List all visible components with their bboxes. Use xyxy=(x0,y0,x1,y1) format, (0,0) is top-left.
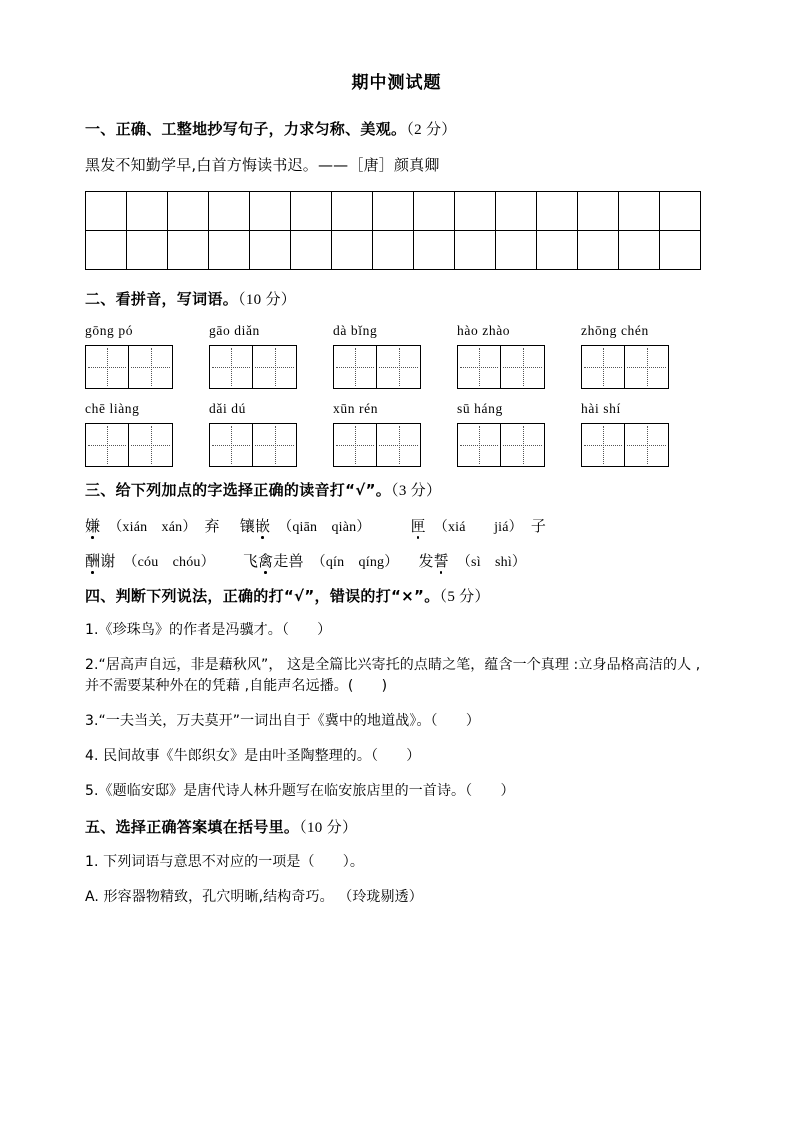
pronunciation-options[interactable]: （qiān qiàn） xyxy=(278,519,371,535)
section-two-heading xyxy=(85,288,707,312)
tianzige-cell[interactable] xyxy=(501,345,545,389)
copy-grid-cell[interactable] xyxy=(250,230,291,269)
copy-grid-cell[interactable] xyxy=(455,191,496,230)
pinyin-label: gāo diǎn xyxy=(209,323,260,338)
pinyin-row-1-inner xyxy=(85,323,707,389)
truefalse-statement[interactable]: 3.“一夫当关，万夫莫开”一词出自于《冀中的地道战》。（ ） xyxy=(85,713,480,729)
section-five xyxy=(85,816,707,908)
pinyin-label: dǎi dú xyxy=(209,401,246,416)
copy-grid-cell[interactable] xyxy=(209,191,250,230)
pinyin-word-group xyxy=(457,323,581,389)
copy-grid-row xyxy=(86,230,701,269)
pronunciation-options[interactable]: （qín qíng） xyxy=(311,554,399,570)
tianzige-cell[interactable] xyxy=(253,345,297,389)
truefalse-statement[interactable]: 4. 民间故事《牛郎织女》是由叶圣陶整理的。（ ） xyxy=(85,748,421,764)
tianzige-cell[interactable] xyxy=(457,423,501,467)
tianzige[interactable] xyxy=(457,423,547,467)
tianzige-cell[interactable] xyxy=(333,345,377,389)
section-one xyxy=(85,118,707,270)
copy-grid-cell[interactable] xyxy=(209,230,250,269)
choice-word-pre: 发 xyxy=(418,551,434,570)
pinyin-word-group xyxy=(85,323,209,389)
section-four-heading xyxy=(85,585,707,609)
section-three-score: （3 分） xyxy=(391,483,442,499)
section-four-score: （5 分） xyxy=(439,588,490,605)
tianzige-cell[interactable] xyxy=(85,345,129,389)
copy-grid-cell[interactable] xyxy=(291,230,332,269)
section-three-heading-text: 三、给下列加点的字选择正确的读音打“√”。 xyxy=(85,481,392,499)
dotted-character: 酬 xyxy=(85,551,101,570)
pronunciation-options[interactable]: （xiá jiá） xyxy=(433,519,523,535)
section-three xyxy=(85,479,707,571)
tianzige-cell[interactable] xyxy=(457,345,501,389)
tianzige-cell[interactable] xyxy=(581,423,625,467)
pinyin-word-group xyxy=(85,401,209,467)
tianzige-cell[interactable] xyxy=(129,423,173,467)
copy-grid-cell[interactable] xyxy=(496,230,537,269)
pronunciation-choice-line-1 xyxy=(85,515,707,536)
pinyin-label: hài shí xyxy=(581,401,621,416)
pinyin-word-group xyxy=(581,323,705,389)
choice-word-post: 谢 xyxy=(100,551,116,570)
section-four-heading-text: 四、判断下列说法，正确的打“√”，错误的打“×”。 xyxy=(85,586,440,605)
choice-word-post: 走兽 xyxy=(273,551,304,570)
section-five-score: （10 分） xyxy=(299,820,358,836)
tianzige-cell[interactable] xyxy=(209,345,253,389)
pinyin-label: hào zhào xyxy=(457,323,511,338)
section-five-heading xyxy=(85,816,707,840)
choice-word-pre: 镶 xyxy=(239,516,255,535)
copy-grid-cell[interactable] xyxy=(537,191,578,230)
pronunciation-options[interactable]: （cóu chóu） xyxy=(123,554,215,570)
pinyin-row-1 xyxy=(85,323,707,389)
exam-content xyxy=(85,118,707,922)
tianzige[interactable] xyxy=(85,423,175,467)
pinyin-label: sū háng xyxy=(457,401,503,416)
tianzige-cell[interactable] xyxy=(625,345,669,389)
tianzige-cell[interactable] xyxy=(581,345,625,389)
copy-grid-cell[interactable] xyxy=(373,191,414,230)
section-two-score: （10 分） xyxy=(238,291,297,308)
copy-grid-cell[interactable] xyxy=(619,191,660,230)
choice-word-pre: 飞 xyxy=(242,551,259,570)
section-one-quote: 黑发不知勤学早,白首方悔读书迟。——［唐］颜真卿 xyxy=(85,155,440,174)
pinyin-word-group xyxy=(457,401,581,467)
pinyin-word-group xyxy=(333,401,457,467)
copy-grid-body xyxy=(86,191,701,269)
tianzige[interactable] xyxy=(85,345,175,389)
tianzige[interactable] xyxy=(209,345,299,389)
choice-word-tail: 子 xyxy=(530,516,547,535)
choice-word-tail: 弃 xyxy=(204,516,220,535)
tianzige-cell[interactable] xyxy=(501,423,545,467)
copy-grid-cell[interactable] xyxy=(332,230,373,269)
section-three-heading xyxy=(85,479,707,503)
pinyin-label: chē liàng xyxy=(85,401,140,416)
dotted-character: 匣 xyxy=(410,516,426,535)
dotted-character: 嵌 xyxy=(254,516,271,535)
copy-grid-cell[interactable] xyxy=(291,191,332,230)
pinyin-row-2 xyxy=(85,401,707,467)
pinyin-word-group xyxy=(333,323,457,389)
pronunciation-options[interactable]: （xián xán） xyxy=(108,519,197,535)
copy-grid-cell[interactable] xyxy=(496,191,537,230)
copy-grid-cell[interactable] xyxy=(414,191,455,230)
multiple-choice-question[interactable]: 1. 下列词语与意思不对应的一项是（ ）。 xyxy=(85,853,365,870)
copy-grid-cell[interactable] xyxy=(332,191,373,230)
tianzige-cell[interactable] xyxy=(253,423,297,467)
copy-grid-cell[interactable] xyxy=(414,230,455,269)
copy-writing-grid[interactable] xyxy=(85,191,701,270)
dotted-character: 禽 xyxy=(258,551,274,570)
copy-grid-cell[interactable] xyxy=(373,230,414,269)
copy-grid-cell[interactable] xyxy=(168,191,209,230)
copy-grid-cell[interactable] xyxy=(168,230,209,269)
page-title: 期中测试题 xyxy=(351,73,442,93)
pinyin-word-group xyxy=(581,401,705,467)
copy-grid-cell[interactable] xyxy=(619,230,660,269)
tianzige-cell[interactable] xyxy=(85,423,129,467)
tianzige[interactable] xyxy=(581,345,671,389)
pronunciation-choice-line-2 xyxy=(85,550,707,571)
section-two-heading-text: 二、看拼音，写词语。 xyxy=(85,289,239,308)
pinyin-label: dà bǐng xyxy=(333,323,378,338)
section-two xyxy=(85,288,707,468)
copy-grid-cell[interactable] xyxy=(660,191,701,230)
copy-grid-cell[interactable] xyxy=(537,230,578,269)
tianzige-cell[interactable] xyxy=(625,423,669,467)
tianzige[interactable] xyxy=(581,423,671,467)
pinyin-word-group xyxy=(209,323,333,389)
copy-grid-cell[interactable] xyxy=(578,230,619,269)
tianzige-cell[interactable] xyxy=(129,345,173,389)
truefalse-statement[interactable]: 1.《珍珠鸟》的作者是冯骥才。（ ） xyxy=(85,622,332,638)
section-five-heading-text: 五、选择正确答案填在括号里。 xyxy=(85,818,300,836)
tianzige-cell[interactable] xyxy=(377,423,421,467)
pinyin-label: xūn rén xyxy=(333,401,379,416)
section-one-heading-text: 一、正确、工整地抄写句子，力求匀称、美观。 xyxy=(85,120,407,138)
dotted-character: 誓 xyxy=(433,551,449,570)
section-four xyxy=(85,585,707,803)
copy-grid-cell[interactable] xyxy=(86,230,127,269)
copy-grid-cell[interactable] xyxy=(250,191,291,230)
copy-grid-row xyxy=(86,191,701,230)
pinyin-row-2-inner xyxy=(85,401,707,467)
multiple-choice-option-a[interactable]: A. 形容器物精致，孔穴明晰,结构奇巧。 （玲珑剔透） xyxy=(85,888,423,905)
tianzige[interactable] xyxy=(333,345,423,389)
tianzige-cell[interactable] xyxy=(333,423,377,467)
dotted-character: 嫌 xyxy=(85,516,101,535)
pinyin-label: zhōng chén xyxy=(581,323,649,338)
copy-grid-cell[interactable] xyxy=(86,191,127,230)
tianzige-cell[interactable] xyxy=(377,345,421,389)
copy-grid-cell[interactable] xyxy=(455,230,496,269)
section-one-score: （2 分） xyxy=(406,122,457,138)
tianzige[interactable] xyxy=(333,423,423,467)
copy-grid-cell[interactable] xyxy=(578,191,619,230)
tianzige[interactable] xyxy=(457,345,547,389)
pinyin-word-group xyxy=(209,401,333,467)
copy-grid-cell[interactable] xyxy=(660,230,701,269)
tianzige-cell[interactable] xyxy=(209,423,253,467)
pronunciation-options[interactable]: （sì shì） xyxy=(456,554,527,570)
copy-grid-cell[interactable] xyxy=(127,191,168,230)
truefalse-statement[interactable]: 2.“居高声自远，非是藉秋风”， 这是全篇比兴寄托的点睛之笔，蕴含一个真理 :立身品格高洁的人 ,并不需要某种外在的凭藉 ,自能声名远播。( ) xyxy=(85,657,701,694)
section-one-heading xyxy=(85,118,707,142)
tianzige[interactable] xyxy=(209,423,299,467)
truefalse-statement[interactable]: 5.《题临安邸》是唐代诗人林升题写在临安旅店里的一首诗。（ ） xyxy=(85,783,515,799)
copy-grid-cell[interactable] xyxy=(127,230,168,269)
pinyin-label: gōng pó xyxy=(85,323,134,338)
